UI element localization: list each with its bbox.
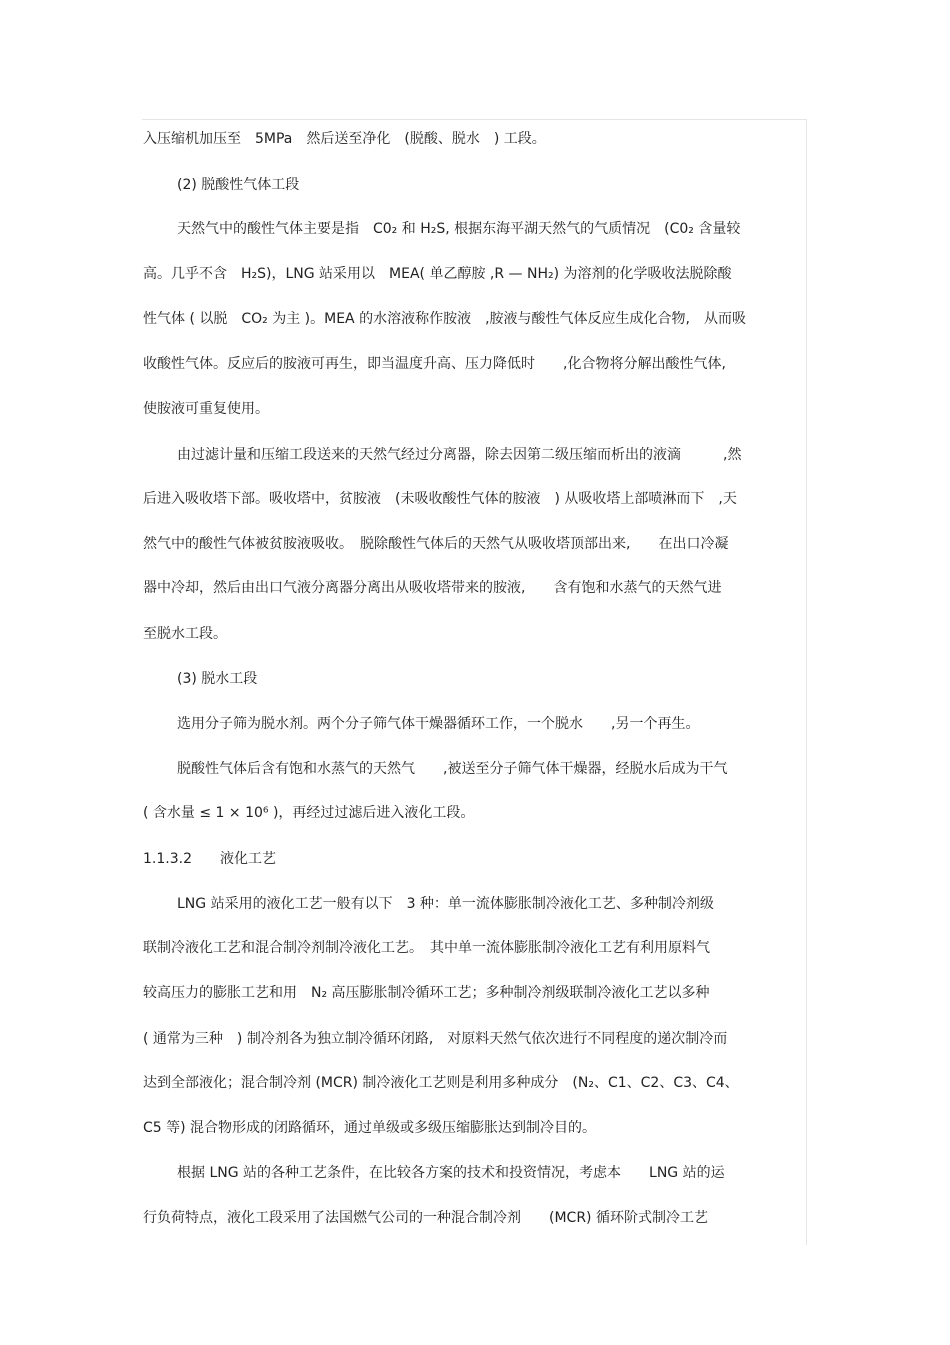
- section-heading: (2) 脱酸性气体工段: [177, 177, 300, 193]
- body-text-line: 器中冷却，然后由出口气液分离器分离出从吸收塔带来的胺液, 含有饱和水蒸气的天然气进: [143, 580, 722, 596]
- body-text-line: 脱酸性气体后含有饱和水蒸气的天然气 ,被送至分子筛气体干燥器，经脱水后成为干气: [177, 761, 728, 777]
- body-text-line: 使胺液可重复使用。: [143, 401, 269, 417]
- body-text-line: 行负荷特点，液化工段采用了法国燃气公司的一种混合制冷剂 (MCR) 循环阶式制冷工艺: [143, 1210, 708, 1226]
- body-text-line: 性气体 ( 以脱 CO₂ 为主 )。MEA 的水溶液称作胺液 ,胺液与酸性气体反应生成化合物, 从而吸: [143, 311, 746, 327]
- body-text-line: 高。几乎不含 H₂S)，LNG 站采用以 MEA( 单乙醇胺 ,R — NH₂) 为溶剂的化学吸收法脱除酸: [143, 266, 732, 282]
- subsection-heading: 1.1.3.2 液化工艺: [143, 851, 276, 867]
- body-text-line: 根据 LNG 站的各种工艺条件，在比较各方案的技术和投资情况，考虑本 LNG 站的运: [177, 1165, 725, 1181]
- body-text-line: 达到全部液化；混合制冷剂 (MCR) 制冷液化工艺则是利用多种成分 (N₂、C1、C2、C3、C4、: [143, 1075, 739, 1091]
- section-heading: (3) 脱水工段: [177, 671, 258, 687]
- body-text-line: C5 等) 混合物形成的闭路循环，通过单级或多级压缩膨胀达到制冷目的。: [143, 1120, 597, 1136]
- body-text-line: ( 含水量 ≤ 1 × 10⁶ )，再经过过滤后进入液化工段。: [143, 805, 475, 821]
- body-text-line: 由过滤计量和压缩工段送来的天然气经过分离器，除去因第二级压缩而析出的液滴 ,然: [177, 447, 742, 463]
- body-text-line: 较高压力的膨胀工艺和用 N₂ 高压膨胀制冷循环工艺；多种制冷剂级联制冷液化工艺以多种: [143, 985, 710, 1001]
- body-text-line: 至脱水工段。: [143, 626, 227, 642]
- body-text-line: ( 通常为三种 ) 制冷剂各为独立制冷循环闭路, 对原料天然气依次进行不同程度的递次制冷而: [143, 1031, 728, 1047]
- body-text-line: 然气中的酸性气体被贫胺液吸收。 脱除酸性气体后的天然气从吸收塔顶部出来, 在出口冷凝: [143, 536, 729, 552]
- body-text-line: 联制冷液化工艺和混合制冷剂制冷液化工艺。 其中单一流体膨胀制冷液化工艺有利用原料气: [143, 940, 710, 956]
- body-text-line: 收酸性气体。反应后的胺液可再生，即当温度升高、压力降低时 ,化合物将分解出酸性气体,: [143, 356, 726, 372]
- body-text-line: 后进入吸收塔下部。吸收塔中，贫胺液 (未吸收酸性气体的胺液 ) 从吸收塔上部喷淋而下 ,天: [143, 491, 737, 507]
- body-text-line: 入压缩机加压至 5MPa 然后送至净化 (脱酸、脱水 ) 工段。: [143, 131, 546, 147]
- body-text-line: 天然气中的酸性气体主要是指 C0₂ 和 H₂S, 根据东海平湖天然气的气质情况 (C0₂ 含量较: [177, 221, 741, 237]
- body-text-line: 选用分子筛为脱水剂。两个分子筛气体干燥器循环工作，一个脱水 ,另一个再生。: [177, 716, 700, 732]
- body-text-line: LNG 站采用的液化工艺一般有以下 3 种：单一流体膨胀制冷液化工艺、多种制冷剂级: [177, 896, 714, 912]
